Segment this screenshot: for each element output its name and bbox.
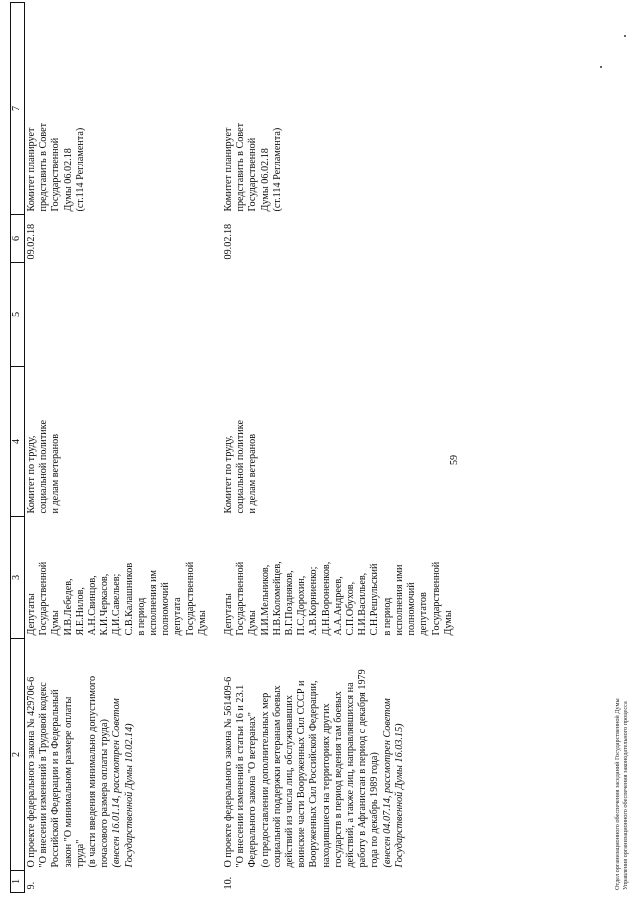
text-line: А.В.Корниенко; [308, 566, 320, 636]
text-line: социальной политике [38, 420, 50, 514]
date-cell: 09.02.18 [223, 223, 235, 260]
text-line: представить в Совет [235, 122, 247, 212]
text-line: действий, а также лиц, направлявшихся на [345, 682, 357, 868]
bills-table [10, 2, 455, 893]
text-line: А.Н.Свинцов, [87, 575, 99, 636]
bill-title [25, 639, 210, 871]
text-line: Государственной Думы 16.03.15) [393, 723, 405, 868]
text-line: воинские части Вооруженных Сил СССР и [296, 680, 308, 868]
table-row [25, 3, 210, 893]
text-line: Государственной [184, 561, 196, 636]
text-line: С.П.Обухов, [345, 581, 357, 636]
text-line: Думы [50, 610, 62, 636]
text-line: исполнения ими [393, 564, 405, 636]
footer-note [614, 698, 629, 890]
text-line: Государственной [38, 561, 50, 636]
column-header: 7 [11, 3, 25, 215]
column-header: 1 [11, 871, 25, 893]
text-line: Государственной [430, 561, 442, 636]
bill-authors [209, 517, 455, 639]
text-line: Д.Н.Вороненков, [320, 561, 332, 636]
page-number: 59 [449, 455, 460, 465]
text-line: Государственной [247, 137, 259, 212]
text-line: государств в период ведения там боевых [332, 691, 344, 868]
row-number: 10. [223, 876, 235, 890]
plan-note [209, 3, 455, 215]
column-5-cell [209, 263, 455, 367]
text-line: (ст.114 Регламента) [271, 127, 283, 212]
text-line: Российской Федерации и в Федеральный [50, 689, 62, 868]
text-line: социальной политике [235, 420, 247, 514]
text-line: (ст.114 Регламента) [74, 127, 86, 212]
column-5-cell [25, 263, 210, 367]
text-line: Думы 06.02.18 [62, 148, 74, 212]
text-line: "О внесении изменений в статьи 16 и 23.1 [235, 684, 247, 868]
text-line: Государственной [50, 137, 62, 212]
text-line: И.И.Мельников, [259, 564, 271, 636]
text-line: Думы [247, 610, 259, 636]
text-line: Думы [442, 610, 454, 636]
text-line: полномочий [406, 582, 418, 636]
responsible-committee [209, 367, 455, 517]
bill-authors [25, 517, 210, 639]
text-line: И.В.Лебедев, [62, 578, 74, 636]
text-line: Комитет планирует [223, 127, 235, 212]
text-line: Думы 06.02.18 [259, 148, 271, 212]
text-line: О проекте федерального закона № 561409-6 [223, 676, 235, 868]
date-cell: 09.02.18 [26, 223, 37, 260]
text-line: (в части введения минимально допустимого [87, 675, 99, 868]
text-line: Федерального закона "О ветеранах" [247, 712, 259, 868]
text-line: Я.Е.Нилов, [74, 587, 86, 636]
text-line: (внесен 04.07.14, рассмотрен Советом [381, 698, 393, 868]
text-line: депутатов [418, 592, 430, 636]
text-line: Депутаты [26, 593, 37, 636]
text-line: в период [135, 597, 147, 636]
text-line: полномочий [160, 582, 172, 636]
column-header: 6 [11, 215, 25, 263]
text-line: "О внесении изменений в Трудовой кодекс [38, 682, 50, 868]
text-line: и делам ветеранов [50, 433, 62, 514]
column-header: 4 [11, 367, 25, 517]
scan-speck [600, 66, 602, 68]
text-line: представить в Совет [38, 122, 50, 212]
text-line: С.В.Калашников [123, 562, 135, 636]
column-header: 2 [11, 639, 25, 871]
text-line: социальной поддержки ветеранам боевых [271, 685, 283, 868]
footer-line: Управления организационного обеспечения законодательного процесса [621, 701, 629, 890]
text-line: в период [381, 597, 393, 636]
text-line: (о предоставлении дополнительных мер [259, 692, 271, 868]
table-row [209, 3, 455, 893]
plan-note [25, 3, 210, 215]
responsible-committee [25, 367, 210, 517]
text-line: Вооруженных Сил Российской Федерации, [308, 680, 320, 868]
text-line: года по декабрь 1989 года) [369, 752, 381, 868]
text-line: П.С.Дорохин, [296, 575, 308, 636]
text-line: О проекте федерального закона № 429706-6 [26, 676, 37, 868]
text-line: исполнения им [148, 570, 160, 636]
column-header: 3 [11, 517, 25, 639]
text-line: работу в Афганистан в период с декабря 1979 [357, 669, 369, 868]
text-line: Н.В.Коломейцев, [271, 561, 283, 636]
text-line: депутата [172, 597, 184, 636]
text-line: В.Г.Поздняков, [284, 570, 296, 636]
text-line: закон "О минимальном размере оплаты [62, 696, 74, 868]
text-line: Государственной [235, 561, 247, 636]
text-line: Государственной Думы 10.02.14) [123, 723, 135, 868]
text-line: Н.И.Васильев, [357, 572, 369, 636]
bill-title [209, 639, 455, 871]
row-number: 9. [26, 881, 37, 890]
text-line: Депутаты [223, 593, 235, 636]
text-line: С.Н.Решульский [369, 563, 381, 636]
scan-speck [624, 35, 626, 37]
text-line: Комитет по труду, [26, 435, 37, 514]
footer-line: Отдел организационного обеспечения заседаний Государственной Думы [614, 698, 621, 890]
text-line: Думы [196, 610, 208, 636]
text-line: и делам ветеранов [247, 433, 259, 514]
text-line: Комитет по труду, [223, 435, 235, 514]
text-line: К.И.Черкасов, [99, 573, 111, 636]
text-line: действий из числа лиц, обслуживавших [284, 695, 296, 868]
text-line: А.А.Андреев, [332, 576, 344, 636]
text-line: находившиеся на территориях других [320, 703, 332, 868]
text-line: Д.И.Савельев; [111, 573, 123, 636]
text-line: почасового размера оплаты труда) [99, 719, 111, 868]
text-line: Комитет планирует [26, 127, 37, 212]
text-line: труда" [74, 839, 86, 868]
column-header: 5 [11, 263, 25, 367]
text-line: (внесен 16.01.14, рассмотрен Советом [111, 698, 123, 868]
table-header-row [11, 3, 25, 893]
